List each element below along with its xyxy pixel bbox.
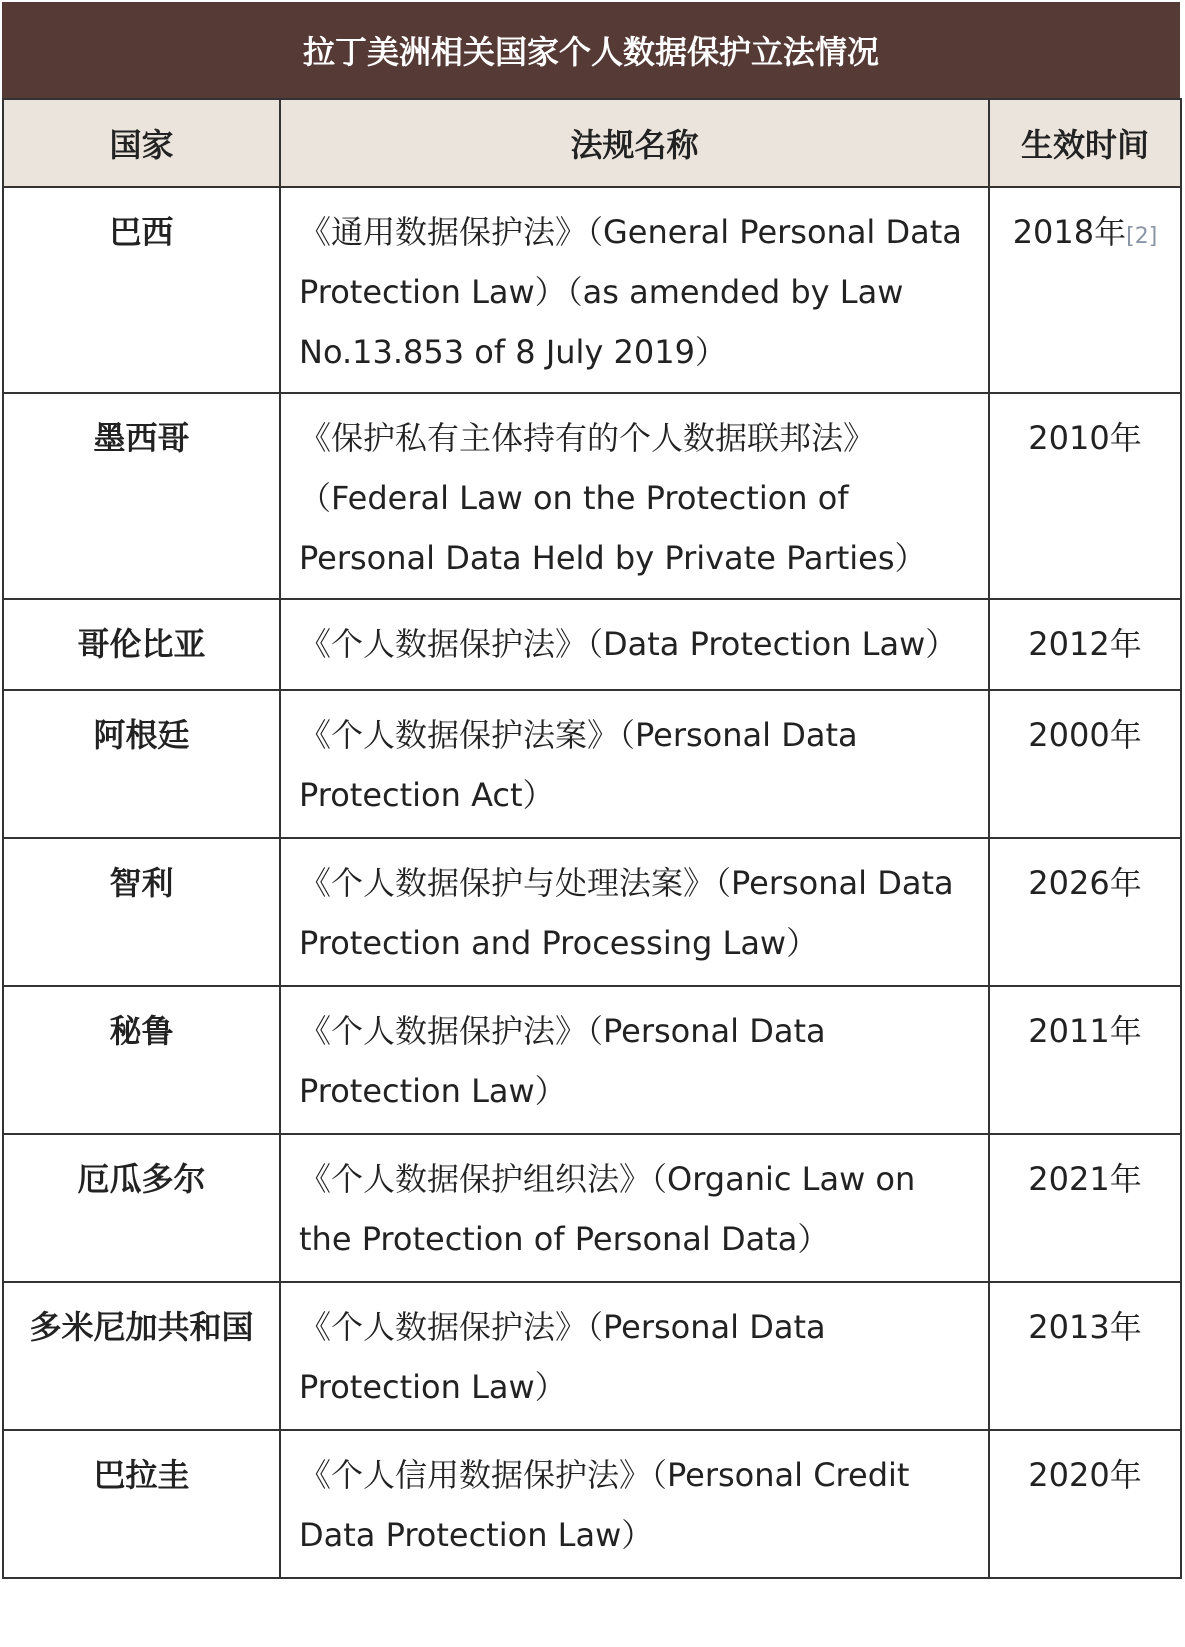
header-law: 法规名称 bbox=[280, 99, 989, 187]
header-row bbox=[3, 99, 1181, 187]
law-cell: 《个人数据保护法》（Personal Data Protection Law） bbox=[280, 986, 989, 1134]
table-row bbox=[3, 986, 1181, 1134]
country-cell: 秘鲁 bbox=[3, 986, 280, 1134]
year-cell: 2020年 bbox=[989, 1430, 1181, 1578]
table-row bbox=[3, 1282, 1181, 1430]
law-cell: 《个人数据保护组织法》（Organic Law on the Protection of Personal Data） bbox=[280, 1134, 989, 1282]
law-cell: 《个人数据保护法案》（Personal Data Protection Act） bbox=[280, 690, 989, 838]
header-year: 生效时间 bbox=[989, 99, 1181, 187]
country-cell: 智利 bbox=[3, 838, 280, 986]
country-cell: 巴西 bbox=[3, 187, 280, 393]
year-cell: 2021年 bbox=[989, 1134, 1181, 1282]
table-row bbox=[3, 599, 1181, 690]
country-cell: 墨西哥 bbox=[3, 393, 280, 599]
law-cell: 《保护私有主体持有的个人数据联邦法》（Federal Law on the Protection of Personal Data Held by Private Parties） bbox=[280, 393, 989, 599]
table-row bbox=[3, 690, 1181, 838]
table-row bbox=[3, 838, 1181, 986]
table-row bbox=[3, 187, 1181, 393]
table-row bbox=[3, 1430, 1181, 1578]
year-cell bbox=[989, 187, 1181, 393]
year-cell: 2000年 bbox=[989, 690, 1181, 838]
year-cell: 2011年 bbox=[989, 986, 1181, 1134]
law-cell: 《个人数据保护法》（Data Protection Law） bbox=[280, 599, 989, 690]
table-row bbox=[3, 393, 1181, 599]
country-cell: 哥伦比亚 bbox=[3, 599, 280, 690]
law-cell: 《个人数据保护与处理法案》（Personal Data Protection and Processing Law） bbox=[280, 838, 989, 986]
table-title: 拉丁美洲相关国家个人数据保护立法情况 bbox=[2, 2, 1180, 98]
year-value: 2018年 bbox=[1012, 213, 1127, 251]
law-cell: 《通用数据保护法》（General Personal Data Protection Law）（as amended by Law No.13.853 of 8 July 2019） bbox=[280, 187, 989, 393]
table-row bbox=[3, 1134, 1181, 1282]
country-cell: 阿根廷 bbox=[3, 690, 280, 838]
header-country: 国家 bbox=[3, 99, 280, 187]
year-cell: 2013年 bbox=[989, 1282, 1181, 1430]
country-cell: 多米尼加共和国 bbox=[3, 1282, 280, 1430]
year-cell: 2012年 bbox=[989, 599, 1181, 690]
law-cell: 《个人信用数据保护法》（Personal Credit Data Protection Law） bbox=[280, 1430, 989, 1578]
footnote-ref-link[interactable]: [2] bbox=[1126, 224, 1158, 249]
country-cell: 巴拉圭 bbox=[3, 1430, 280, 1578]
country-cell: 厄瓜多尔 bbox=[3, 1134, 280, 1282]
year-cell: 2026年 bbox=[989, 838, 1181, 986]
year-cell: 2010年 bbox=[989, 393, 1181, 599]
law-cell: 《个人数据保护法》（Personal Data Protection Law） bbox=[280, 1282, 989, 1430]
legislation-table bbox=[2, 98, 1182, 1579]
